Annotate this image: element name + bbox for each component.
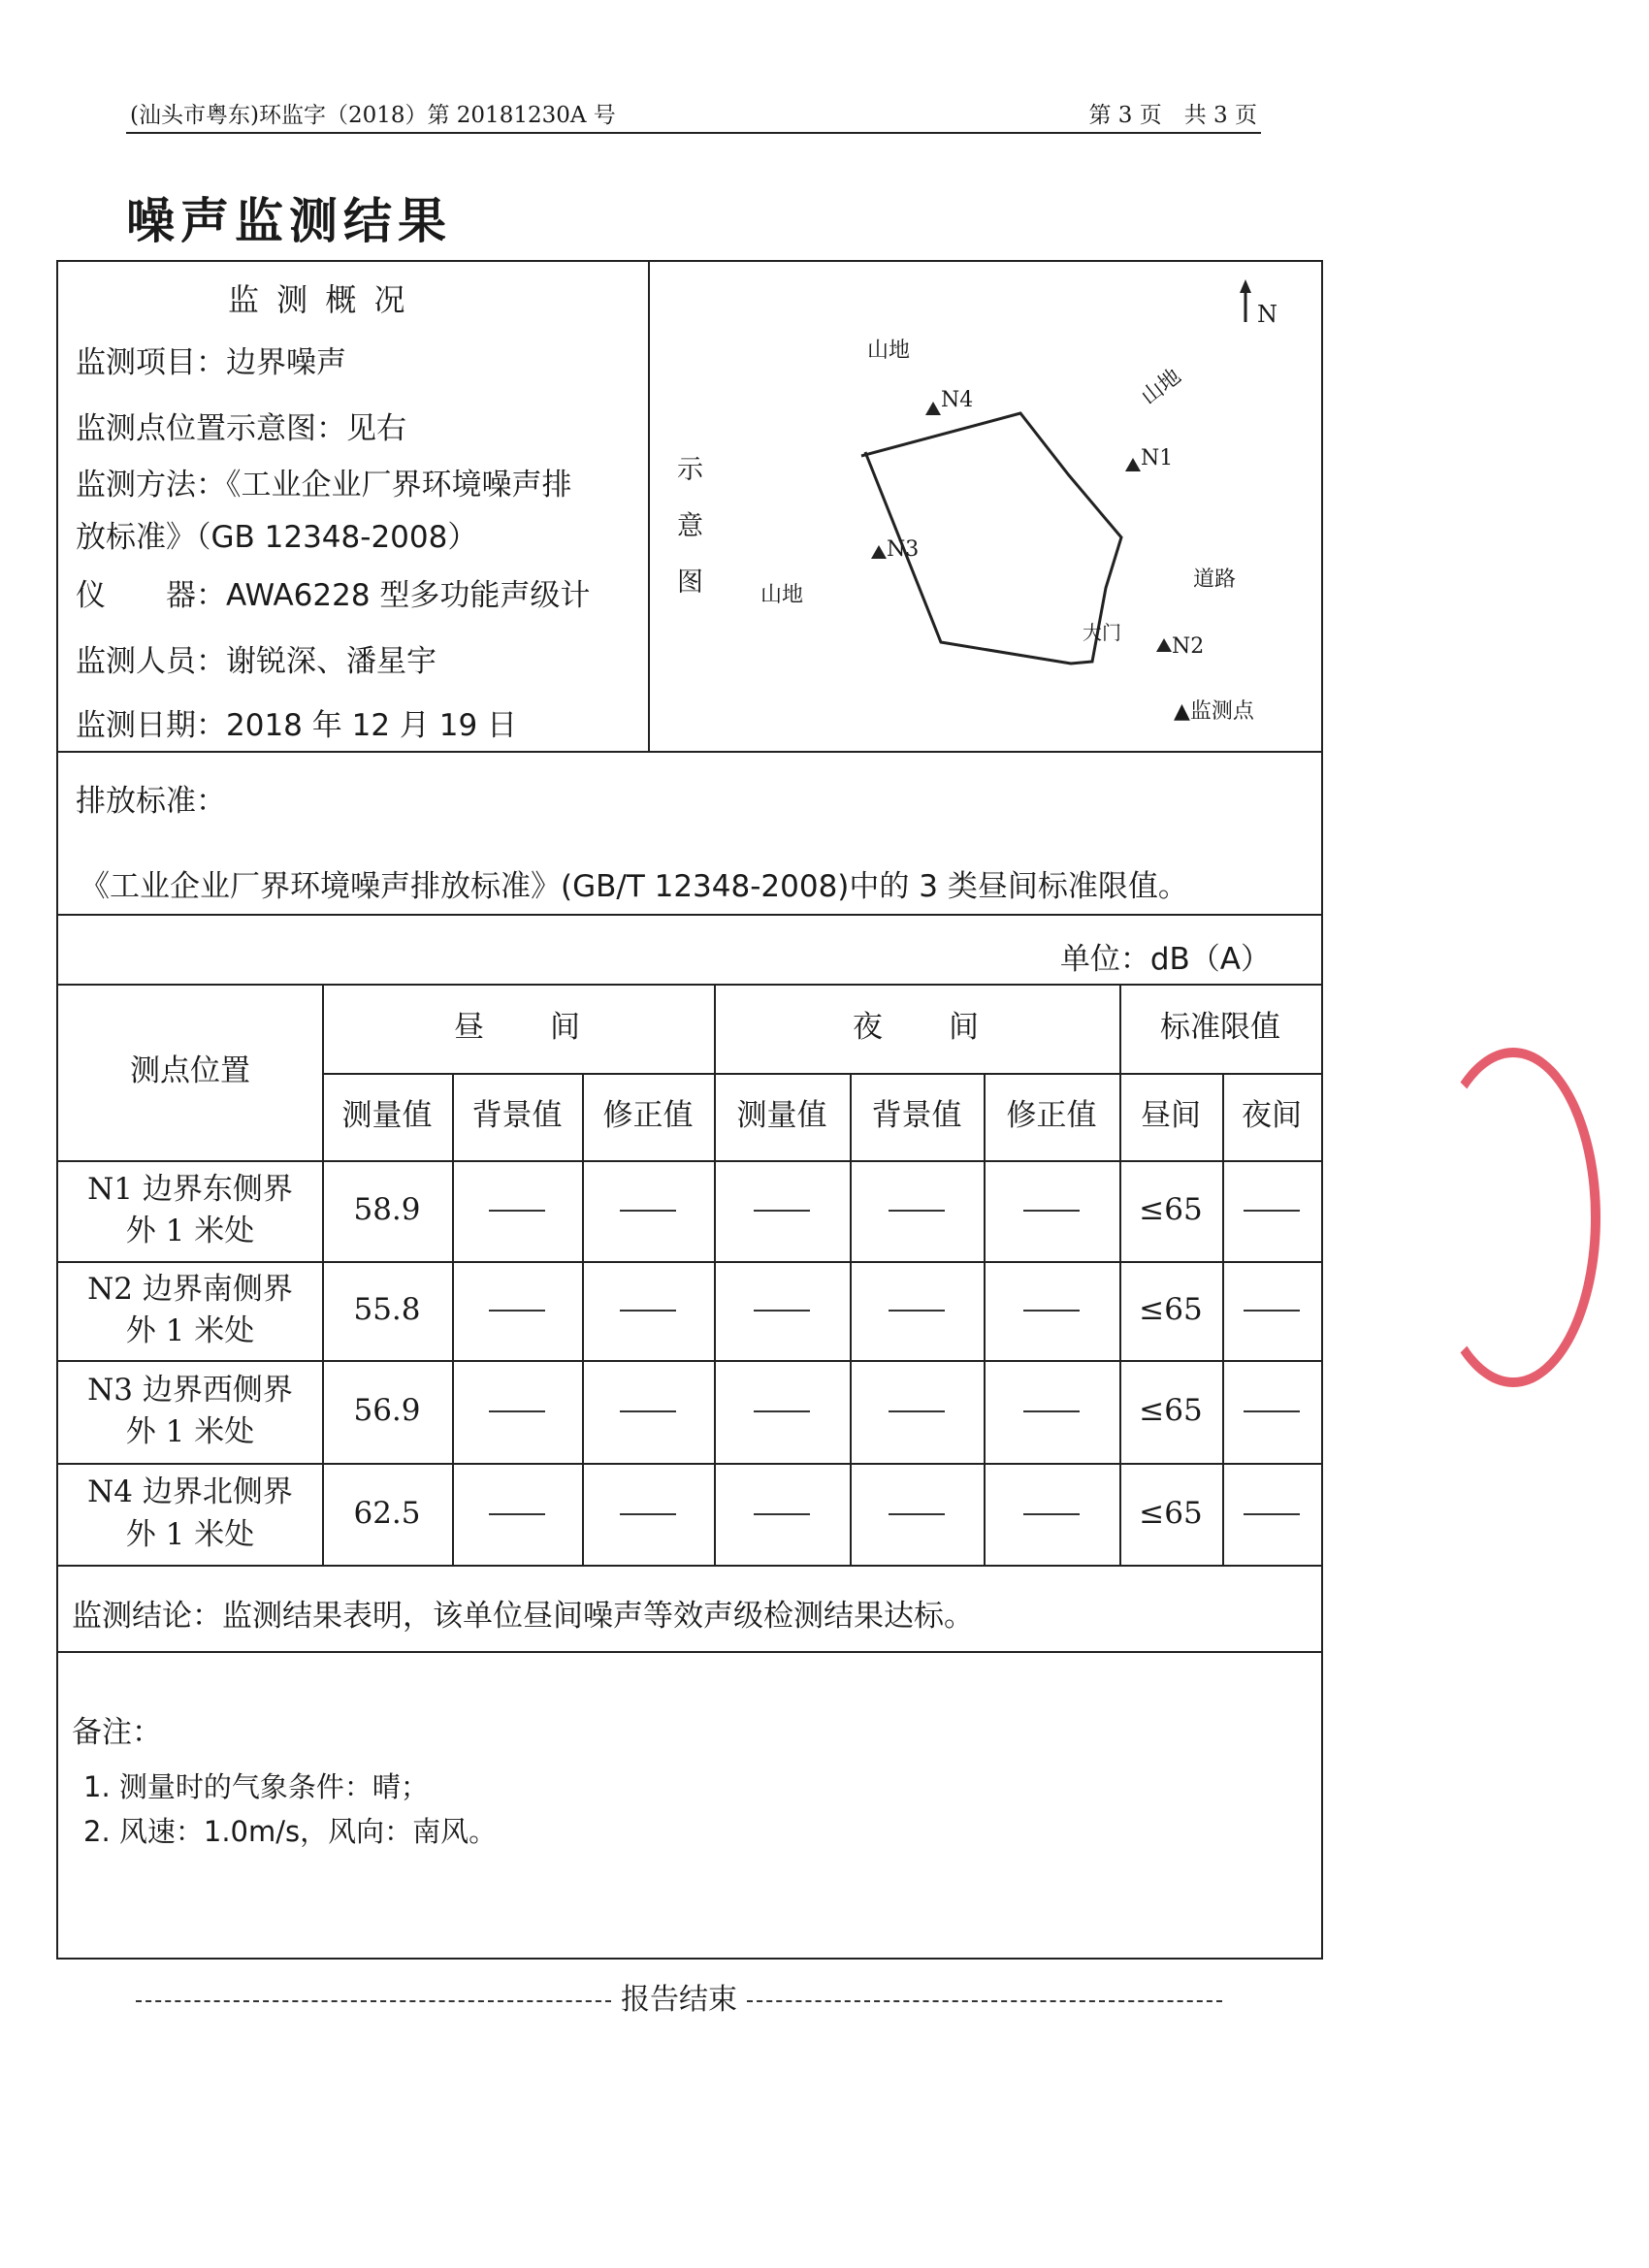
row-location-line1: N1 边界东侧界 <box>87 1171 293 1207</box>
location-diagram-note: 监测点位置示意图：见右 <box>76 411 406 446</box>
empty-cell <box>1222 1261 1321 1360</box>
results-table <box>58 984 1321 1565</box>
row-limit-day: ≤65 <box>1139 1495 1203 1531</box>
label-mountain-left: 山地 <box>760 583 804 607</box>
divider <box>58 1565 1321 1567</box>
method-line-1: 监测方法：《工业企业厂界环境噪声排 <box>76 468 572 502</box>
seal-stamp <box>1426 1048 1600 1387</box>
monitor-date: 监测日期：2018 年 12 月 19 日 <box>76 708 518 743</box>
diagram-caption-3: 图 <box>677 567 703 598</box>
group-header-night: 夜 间 <box>853 1010 981 1046</box>
divider <box>58 751 1321 753</box>
sub-header-night-measured: 测量值 <box>736 1098 827 1134</box>
diagram-shapes <box>650 262 1321 751</box>
empty-cell <box>1222 1160 1321 1261</box>
row-location-line1: N3 边界西侧界 <box>87 1372 293 1408</box>
standard-label: 排放标准： <box>76 784 226 819</box>
empty-cell <box>850 1360 984 1463</box>
sub-header-day-corrected: 修正值 <box>602 1098 694 1134</box>
empty-cell <box>714 1463 850 1565</box>
row-limit-day: ≤65 <box>1139 1393 1203 1429</box>
row-day-measured: 58.9 <box>353 1192 421 1228</box>
point-label-n4: N4 <box>941 388 974 412</box>
table-row <box>58 1360 1321 1463</box>
standard-text: 《工业企业厂界环境噪声排放标准》(GB/T 12348-2008)中的 3 类昼间标准限值。 <box>80 869 1188 904</box>
triangle-icon <box>925 402 941 415</box>
point-label-n2: N2 <box>1172 634 1205 659</box>
row-limit-day: ≤65 <box>1139 1192 1203 1228</box>
north-label: N <box>1257 301 1277 328</box>
empty-cell <box>452 1160 582 1261</box>
row-day-measured: 56.9 <box>353 1393 421 1429</box>
empty-cell <box>582 1160 714 1261</box>
report-end-label: 报告结束 <box>621 1983 737 2017</box>
remark-item: 1. 测量时的气象条件：晴； <box>83 1770 429 1803</box>
method-line-2: 放标准》（GB 12348-2008） <box>76 520 478 555</box>
conclusion: 监测结论：监测结果表明，该单位昼间噪声等效声级检测结果达标。 <box>72 1599 974 1634</box>
diagram-legend: ▲监测点 <box>1174 699 1254 724</box>
empty-cell <box>452 1360 582 1463</box>
triangle-icon <box>1156 638 1172 652</box>
sub-header-day-background: 背景值 <box>471 1098 563 1134</box>
label-mountain-top: 山地 <box>867 339 911 363</box>
empty-cell <box>452 1463 582 1565</box>
empty-cell <box>850 1261 984 1360</box>
empty-cell <box>582 1360 714 1463</box>
triangle-icon <box>1125 458 1141 471</box>
report-form <box>56 260 1323 1960</box>
table-row <box>58 1160 1321 1261</box>
empty-cell <box>984 1261 1119 1360</box>
empty-cell <box>452 1261 582 1360</box>
row-day-measured: 55.8 <box>353 1292 421 1328</box>
north-arrow-icon <box>1240 279 1251 322</box>
doc-number: (汕头市粤东)环监字（2018）第 20181230A 号 <box>130 103 616 128</box>
sub-header-day-measured: 测量值 <box>341 1098 433 1134</box>
remarks-label: 备注： <box>72 1715 162 1750</box>
page-header <box>126 93 1261 134</box>
empty-cell <box>714 1160 850 1261</box>
instrument-label: 仪 器： <box>76 578 226 613</box>
overview-heading: 监 测 概 况 <box>228 281 409 318</box>
page-title: 噪声监测结果 <box>126 193 452 249</box>
table-row <box>58 1261 1321 1360</box>
diagram-caption-2: 意 <box>677 511 703 541</box>
empty-cell <box>714 1360 850 1463</box>
sub-header-limit-day: 昼间 <box>1141 1098 1201 1134</box>
label-gate: 大门 <box>1083 621 1121 644</box>
empty-cell <box>582 1261 714 1360</box>
personnel: 监测人员：谢锐深、潘星宇 <box>76 644 436 679</box>
report-end <box>116 1975 1242 2018</box>
empty-cell <box>1222 1360 1321 1463</box>
page-info: 第 3 页 共 3 页 <box>1088 103 1257 128</box>
point-label-n3: N3 <box>887 537 920 562</box>
table-row <box>58 1463 1321 1565</box>
empty-cell <box>582 1463 714 1565</box>
empty-cell <box>850 1160 984 1261</box>
col-header-location: 测点位置 <box>130 1053 250 1089</box>
sub-header-night-background: 背景值 <box>871 1098 962 1134</box>
empty-cell <box>984 1463 1119 1565</box>
divider <box>58 1651 1321 1653</box>
unit-label: 单位：dB（A） <box>1059 942 1271 977</box>
row-location-line2: 外 1 米处 <box>125 1313 255 1348</box>
group-header-day: 昼 间 <box>454 1010 582 1046</box>
label-road: 道路 <box>1193 567 1237 592</box>
empty-cell <box>850 1463 984 1565</box>
empty-cell <box>984 1160 1119 1261</box>
sub-header-limit-night: 夜间 <box>1242 1098 1302 1134</box>
remark-item: 2. 风速：1.0m/s，风向：南风。 <box>83 1815 498 1848</box>
empty-cell <box>714 1261 850 1360</box>
sub-header-night-corrected: 修正值 <box>1006 1098 1097 1134</box>
row-location-line1: N4 边界北侧界 <box>87 1474 293 1510</box>
triangle-icon <box>871 545 887 559</box>
dashed-rule <box>747 2000 1222 2002</box>
row-day-measured: 62.5 <box>353 1495 421 1531</box>
empty-cell <box>1222 1463 1321 1565</box>
empty-cell <box>984 1360 1119 1463</box>
row-location-line1: N2 边界南侧界 <box>87 1271 293 1307</box>
point-label-n1: N1 <box>1141 446 1174 470</box>
row-location-line2: 外 1 米处 <box>125 1214 255 1248</box>
site-diagram <box>650 262 1321 751</box>
row-location-line2: 外 1 米处 <box>125 1414 255 1449</box>
row-limit-day: ≤65 <box>1139 1292 1203 1328</box>
instrument <box>76 570 590 614</box>
dashed-rule <box>136 2000 611 2002</box>
diagram-caption-1: 示 <box>677 455 703 485</box>
instrument-value: AWA6228 型多功能声级计 <box>226 578 591 613</box>
group-header-limit: 标准限值 <box>1160 1010 1280 1046</box>
monitor-item: 监测项目：边界噪声 <box>76 345 346 380</box>
row-location-line2: 外 1 米处 <box>125 1516 255 1552</box>
label-mountain-right: 山地 <box>1137 364 1186 410</box>
divider <box>58 914 1321 916</box>
